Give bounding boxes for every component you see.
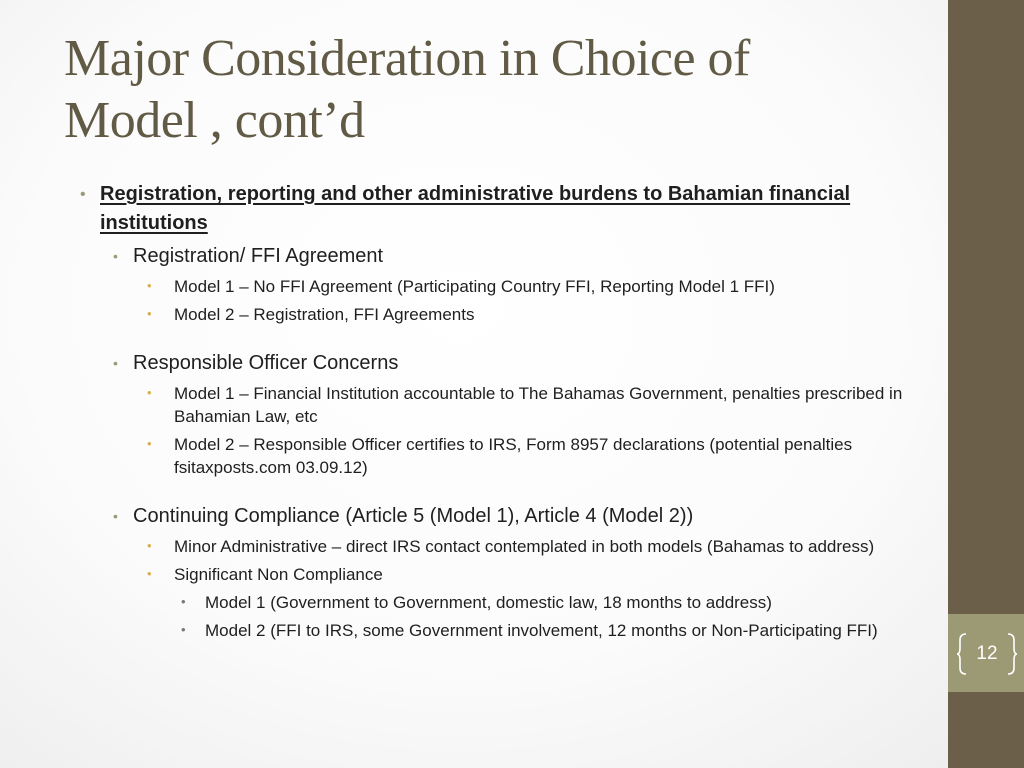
page-number-frame [957, 631, 1017, 677]
list-item-text: Model 1 – No FFI Agreement (Participating Country FFI, Reporting Model 1 FFI) [174, 277, 775, 296]
slide-body [80, 180, 910, 642]
heading-bullet [80, 180, 910, 238]
list-item-text: Model 1 – Financial Institution accountable to The Bahamas Government, penalties prescribed in Bahamian Law, etc [174, 384, 903, 426]
bullet-dot-icon: • [113, 355, 118, 371]
list-item [80, 303, 910, 326]
sub-list-item [80, 591, 910, 614]
list-item-text: Model 2 – Responsible Officer certifies to IRS, Form 8957 declarations (potential penalties fsitaxposts.com 03.09.12) [174, 435, 853, 477]
list-item-text: Minor Administrative – direct IRS contact contemplated in both models (Bahamas to address) [174, 537, 875, 556]
slide-title [64, 28, 924, 152]
section-registration [80, 243, 910, 270]
heading-text: Registration, reporting and other administrative burdens to Bahamian financial institutions [100, 183, 851, 234]
section-label: Continuing Compliance (Article 5 (Model 1), Article 4 (Model 2)) [133, 505, 694, 527]
list-item [80, 563, 910, 586]
title-line-1: Major Consideration in Choice of [64, 30, 750, 87]
sub-list-item [80, 619, 910, 642]
bullet-dot-icon: • [147, 538, 152, 553]
section-label: Registration/ FFI Agreement [133, 245, 384, 267]
list-item [80, 275, 910, 298]
list-item-text: Significant Non Compliance [174, 565, 383, 584]
bullet-dot-icon: • [147, 385, 152, 400]
bullet-dot-icon: • [147, 278, 152, 293]
list-item-text: Model 2 – Registration, FFI Agreements [174, 305, 475, 324]
bullet-dot-icon: • [181, 622, 186, 637]
sub-list-item-text: Model 2 (FFI to IRS, some Government involvement, 12 months or Non-Participating FFI) [205, 621, 878, 640]
bullet-dot-icon: • [147, 566, 152, 581]
section-responsible-officer [80, 350, 910, 377]
list-item [80, 382, 910, 428]
bullet-dot-icon: • [147, 306, 152, 321]
bullet-dot-icon: • [147, 436, 152, 451]
section-label: Responsible Officer Concerns [133, 352, 399, 374]
list-item [80, 433, 910, 479]
title-line-2: Model , cont’d [64, 92, 365, 149]
section-continuing-compliance [80, 503, 910, 530]
sub-list-item-text: Model 1 (Government to Government, domestic law, 18 months to address) [205, 593, 772, 612]
bullet-dot-icon: • [80, 186, 86, 203]
bullet-dot-icon: • [113, 508, 118, 524]
bullet-dot-icon: • [113, 248, 118, 264]
list-item [80, 535, 910, 558]
page-number: 12 [976, 643, 998, 664]
bullet-dot-icon: • [181, 594, 186, 609]
